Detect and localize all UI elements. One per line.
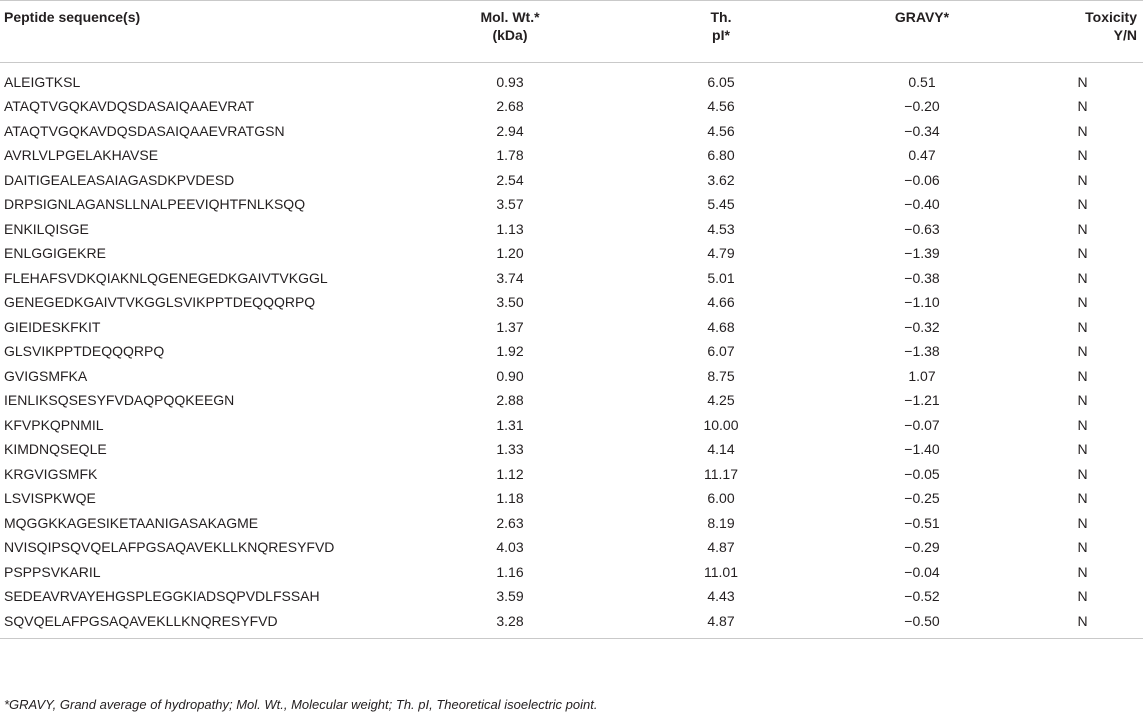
cell-toxicity: N: [1077, 490, 1088, 507]
cell-sequence: FLEHAFSVDKQIAKNLQGENEGEDKGAIVTVKGGL: [4, 269, 328, 286]
cell-gravy: −0.40: [904, 196, 940, 213]
cell-sequence: DAITIGEALEASAIAGASDKPVDESD: [4, 171, 235, 188]
table-row: [0, 119, 1143, 144]
cell-sequence: KRGVIGSMFK: [4, 465, 98, 482]
cell-toxicity: N: [1077, 318, 1088, 335]
cell-pi: 4.87: [707, 539, 735, 556]
cell-toxicity: N: [1077, 294, 1088, 311]
cell-pi: 4.87: [620, 609, 822, 639]
cell-pi: 4.56: [707, 122, 735, 139]
cell-mol-wt: 1.13: [496, 220, 524, 237]
cell-mol-wt: 2.94: [496, 122, 524, 139]
cell-gravy: −0.38: [904, 269, 940, 286]
cell-sequence: DRPSIGNLAGANSLLNALPEEVIQHTFNLKSQQ: [4, 196, 306, 213]
cell-toxicity: N: [1077, 588, 1088, 605]
cell-toxicity: N: [1077, 392, 1088, 409]
table-row: [0, 535, 1143, 560]
cell-pi: 4.14: [707, 441, 735, 458]
table-row: [0, 290, 1143, 315]
cell-sequence: AVRLVLPGELAKHAVSE: [4, 147, 159, 164]
cell-mol-wt: 1.92: [496, 343, 524, 360]
table-row: [0, 560, 1143, 585]
cell-toxicity: N: [1077, 171, 1088, 188]
header-pi-line2: pI*: [712, 27, 730, 43]
cell-mol-wt: 1.12: [496, 465, 524, 482]
cell-mol-wt: 3.28: [400, 609, 620, 639]
table-row: [0, 266, 1143, 291]
cell-mol-wt: 1.33: [496, 441, 524, 458]
cell-mol-wt: 1.31: [496, 416, 524, 433]
cell-sequence: ATAQTVGQKAVDQSDASAIQAAEVRAT: [4, 98, 255, 115]
cell-pi: 6.00: [707, 490, 735, 507]
cell-sequence: NVISQIPSQVQELAFPGSAQAVEKLLKNQRESYFVD: [4, 539, 335, 556]
cell-gravy: −0.52: [904, 588, 940, 605]
cell-mol-wt: 3.57: [496, 196, 524, 213]
cell-mol-wt: 3.59: [496, 588, 524, 605]
cell-mol-wt: 2.54: [496, 171, 524, 188]
cell-toxicity: N: [1077, 220, 1088, 237]
cell-gravy: −1.10: [904, 294, 940, 311]
cell-pi: 11.17: [704, 465, 738, 482]
cell-pi: 11.01: [704, 563, 738, 580]
table-row: [0, 437, 1143, 462]
cell-gravy: −0.25: [904, 490, 940, 507]
cell-toxicity: N: [1077, 343, 1088, 360]
cell-pi: 6.07: [707, 343, 735, 360]
cell-gravy: −1.40: [904, 441, 940, 458]
table-row: [0, 315, 1143, 340]
cell-pi: 4.43: [707, 588, 735, 605]
header-toxicity-line2: Y/N: [1113, 27, 1137, 43]
cell-gravy: −0.07: [904, 416, 940, 433]
cell-mol-wt: 0.93: [496, 74, 524, 90]
cell-pi: 4.66: [707, 294, 735, 311]
table-row: [0, 584, 1143, 609]
cell-toxicity: N: [1077, 441, 1088, 458]
header-gravy-label: GRAVY*: [894, 9, 950, 25]
cell-mol-wt: 1.20: [496, 245, 524, 262]
header-gravy: [822, 1, 1022, 63]
table-footnote: *GRAVY, Grand average of hydropathy; Mol. Wt., Molecular weight; Th. pI, Theoretical isoelectric point.: [4, 697, 598, 712]
header-toxicity: [1022, 1, 1143, 63]
table-row: [0, 241, 1143, 266]
table-row: [0, 388, 1143, 413]
cell-pi: 4.68: [707, 318, 735, 335]
header-toxicity-line1: Toxicity: [1085, 9, 1137, 25]
cell-pi: 3.62: [707, 171, 735, 188]
table-body: [0, 63, 1143, 639]
cell-gravy: −1.39: [904, 245, 940, 262]
cell-toxicity: N: [1077, 74, 1088, 90]
table-row: [0, 511, 1143, 536]
header-pi: [620, 1, 822, 63]
cell-pi: 6.05: [707, 74, 735, 90]
cell-pi: 4.25: [707, 392, 735, 409]
cell-pi: 5.01: [707, 269, 735, 286]
cell-gravy: −0.63: [904, 220, 940, 237]
header-mol-wt-line2: (kDa): [492, 27, 528, 43]
cell-gravy: −0.04: [904, 563, 940, 580]
cell-sequence: GLSVIKPPTDEQQQRPQ: [4, 343, 165, 360]
cell-pi: 8.19: [707, 514, 735, 531]
cell-toxicity: N: [1022, 609, 1143, 639]
cell-pi: 4.79: [707, 245, 735, 262]
cell-gravy: 0.47: [908, 147, 936, 164]
cell-gravy: −0.50: [822, 609, 1022, 639]
cell-gravy: −0.20: [904, 98, 940, 115]
table-row: [0, 192, 1143, 217]
cell-toxicity: N: [1077, 269, 1088, 286]
cell-pi: 4.56: [707, 98, 735, 115]
table-header: [0, 1, 1143, 63]
cell-toxicity: N: [1077, 147, 1088, 164]
table-row: [0, 94, 1143, 119]
cell-pi: 4.53: [707, 220, 735, 237]
cell-gravy: −1.38: [904, 343, 940, 360]
cell-mol-wt: 1.18: [496, 490, 524, 507]
cell-gravy: −0.34: [904, 122, 940, 139]
cell-toxicity: N: [1077, 196, 1088, 213]
cell-sequence: SEDEAVRVAYEHGSPLEGGKIADSQPVDLFSSAH: [4, 588, 320, 605]
cell-toxicity: N: [1077, 465, 1088, 482]
cell-sequence: KIMDNQSEQLE: [4, 441, 107, 458]
cell-mol-wt: 1.37: [496, 318, 524, 335]
cell-gravy: 0.51: [908, 74, 936, 90]
cell-toxicity: N: [1077, 514, 1088, 531]
cell-toxicity: N: [1077, 563, 1088, 580]
cell-mol-wt: 4.03: [496, 539, 524, 556]
cell-sequence: PSPPSVKARIL: [4, 563, 101, 580]
cell-sequence: KFVPKQPNMIL: [4, 416, 104, 433]
cell-gravy: −1.21: [904, 392, 940, 409]
cell-sequence: ALEIGTKSL: [4, 74, 81, 90]
cell-gravy: −0.06: [904, 171, 940, 188]
table-row: [0, 413, 1143, 438]
cell-gravy: −0.32: [904, 318, 940, 335]
cell-toxicity: N: [1077, 98, 1088, 115]
cell-mol-wt: 3.50: [496, 294, 524, 311]
table-row: [0, 339, 1143, 364]
header-sequence: [0, 1, 400, 63]
cell-sequence: GENEGEDKGAIVTVKGGLSVIKPPTDEQQQRPQ: [4, 294, 316, 311]
cell-sequence: GVIGSMFKA: [4, 367, 88, 384]
cell-mol-wt: 2.68: [496, 98, 524, 115]
cell-sequence: ATAQTVGQKAVDQSDASAIQAAEVRATGSN: [4, 122, 285, 139]
cell-toxicity: N: [1077, 122, 1088, 139]
cell-sequence: LSVISPKWQE: [4, 490, 96, 507]
cell-toxicity: N: [1077, 416, 1088, 433]
cell-gravy: −0.29: [904, 539, 940, 556]
cell-mol-wt: 1.16: [496, 563, 524, 580]
table-row: [0, 364, 1143, 389]
cell-gravy: −0.05: [904, 465, 940, 482]
header-mol-wt: [400, 1, 620, 63]
cell-sequence: SQVQELAFPGSAQAVEKLLKNQRESYFVD: [0, 609, 400, 639]
table-row: [0, 168, 1143, 193]
cell-mol-wt: 2.63: [496, 514, 524, 531]
cell-gravy: −0.51: [904, 514, 940, 531]
cell-sequence: ENLGGIGEKRE: [4, 245, 106, 262]
cell-gravy: 1.07: [908, 367, 936, 384]
header-pi-line1: Th.: [710, 9, 732, 25]
table-row: [0, 143, 1143, 168]
cell-pi: 10.00: [703, 416, 739, 433]
cell-mol-wt: 0.90: [496, 367, 524, 384]
cell-pi: 8.75: [707, 367, 735, 384]
cell-sequence: IENLIKSQSESYFVDAQPQQKEEGN: [4, 392, 235, 409]
table-row: [0, 609, 1143, 639]
header-row: [0, 1, 1143, 63]
header-sequence-label: Peptide sequence(s): [4, 9, 141, 25]
table-row: [0, 217, 1143, 242]
cell-mol-wt: 2.88: [496, 392, 524, 409]
header-mol-wt-line1: Mol. Wt.*: [480, 9, 540, 25]
table-row: [0, 63, 1143, 95]
cell-mol-wt: 1.78: [496, 147, 524, 164]
cell-toxicity: N: [1077, 539, 1088, 556]
cell-toxicity: N: [1077, 245, 1088, 262]
table-row: [0, 462, 1143, 487]
cell-mol-wt: 3.74: [496, 269, 524, 286]
cell-sequence: ENKILQISGE: [4, 220, 89, 237]
cell-pi: 5.45: [707, 196, 735, 213]
cell-sequence: GIEIDESKFKIT: [4, 318, 101, 335]
table-row: [0, 486, 1143, 511]
cell-pi: 6.80: [707, 147, 735, 164]
cell-sequence: MQGGKKAGESIKETAANIGASAKAGME: [4, 514, 259, 531]
cell-toxicity: N: [1077, 367, 1088, 384]
